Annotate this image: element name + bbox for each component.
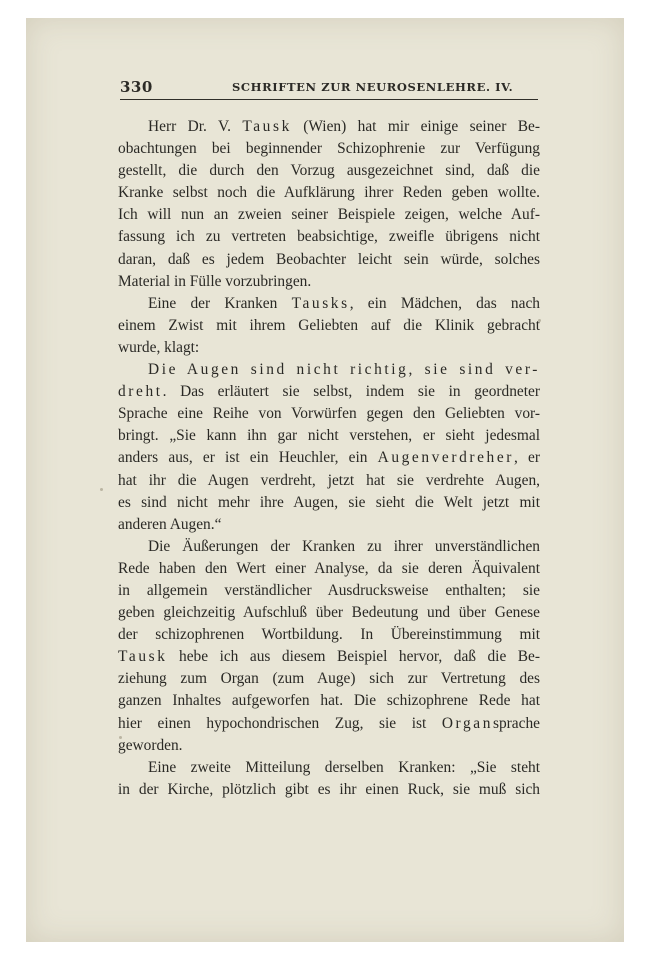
spaced-emphasis: Tausk <box>118 648 168 666</box>
text-line <box>118 470 540 492</box>
text-line <box>118 403 540 425</box>
spaced-emphasis: Augenverdreher <box>377 449 514 467</box>
text-line <box>118 668 540 690</box>
text-segment: anders aus, er ist ein Heuchler, ein <box>118 449 378 467</box>
text-segment: gestellt, die durch den Vorzug ausgezeichnet sind, daß die <box>118 162 540 180</box>
text-segment: anderen Augen.“ <box>118 515 222 533</box>
text-segment: Eine der Kranken <box>148 294 292 312</box>
text-segment: Ich will nun an zweien seiner Beispiele zeigen, welche Auf- <box>118 206 540 224</box>
text-segment: obachtungen bei beginnender Schizophrenie zur Verfügung <box>118 140 540 158</box>
running-header <box>120 78 538 100</box>
text-segment: , ein Mädchen, das nach <box>349 294 540 312</box>
text-segment: sprache <box>493 714 540 732</box>
text-segment: hier einen hypochondrischen Zug, sie ist <box>118 714 442 732</box>
text-segment: der schizophrenen Wortbildung. In Übereinstimmung mit <box>118 626 540 644</box>
spaced-emphasis: Organ <box>441 714 493 732</box>
text-segment: Kranke selbst noch die Aufklärung ihrer Reden geben wollte. <box>118 184 540 202</box>
text-line <box>118 514 540 536</box>
text-line <box>118 690 540 712</box>
text-line <box>118 226 540 248</box>
text-line <box>118 359 540 381</box>
text-line <box>118 779 540 801</box>
text-segment: einem Zwist mit ihrem Geliebten auf die Klinik gebracht <box>118 316 540 334</box>
text-line <box>118 138 540 160</box>
text-segment: hat ihr die Augen verdreht, jetzt hat sie verdrehte Augen, <box>118 471 540 489</box>
text-segment: ganzen Inhaltes aufgeworfen hat. Die schizophrene Rede hat <box>118 692 540 710</box>
text-segment: in der Kirche, plötzlich gibt es ihr einen Ruck, sie muß sich <box>118 780 540 798</box>
paper-speck <box>100 488 103 491</box>
text-segment: Eine zweite Mitteilung derselben Kranken: „Sie steht <box>148 758 540 776</box>
text-segment: ziehung zum Organ (zum Auge) sich zur Vertretung des <box>118 670 540 688</box>
text-segment: , er <box>514 449 540 467</box>
spaced-emphasis: Die Augen sind nicht richtig, sie sind ver- <box>148 361 540 379</box>
text-line <box>118 536 540 558</box>
text-segment: Die Äußerungen der Kranken zu ihrer unverständlichen <box>148 537 540 555</box>
text-segment: geben gleichzeitig Aufschluß über Bedeutung und über Genese <box>118 604 540 622</box>
text-segment: in allgemein verständlicher Ausdrucksweise enthalten; sie <box>118 581 540 599</box>
spaced-emphasis: Tausk <box>242 118 292 135</box>
text-segment: (Wien) hat mir einige seiner Be- <box>291 118 540 135</box>
text-line <box>118 646 540 668</box>
text-segment: . Das erläutert sie selbst, indem sie in geordneter <box>162 383 540 401</box>
text-segment: Herr Dr. V. <box>148 118 243 135</box>
text-line <box>118 713 540 735</box>
running-title: SCHRIFTEN ZUR NEUROSENLEHRE. IV. <box>232 80 514 94</box>
text-line <box>118 293 540 315</box>
text-line <box>118 381 540 403</box>
text-line <box>118 160 540 182</box>
spaced-emphasis: Tausks <box>291 294 350 312</box>
text-line <box>118 492 540 514</box>
text-line <box>118 624 540 646</box>
text-segment: es sind nicht mehr ihre Augen, sie sieht die Welt jetzt mit <box>118 493 540 511</box>
page-number: 330 <box>120 78 153 96</box>
text-line <box>118 182 540 204</box>
text-line <box>118 558 540 580</box>
body-text <box>118 116 540 801</box>
text-line <box>118 337 540 359</box>
text-line <box>118 757 540 779</box>
text-line <box>118 249 540 271</box>
text-segment: Material in Fülle vorzubringen. <box>118 272 312 290</box>
spaced-emphasis: dreht <box>118 383 163 401</box>
text-line <box>118 204 540 226</box>
text-line <box>118 447 540 469</box>
text-line <box>118 580 540 602</box>
text-line <box>118 315 540 337</box>
text-line <box>118 116 540 138</box>
text-line <box>118 602 540 624</box>
text-line <box>118 271 540 293</box>
text-segment: Sprache eine Reihe von Vorwürfen gegen den Geliebten vor- <box>118 405 540 423</box>
text-segment: wurde, klagt: <box>118 338 200 356</box>
text-segment: daran, daß es jedem Beobachter leicht sein würde, solches <box>118 250 540 268</box>
text-segment: geworden. <box>118 736 183 754</box>
text-line <box>118 735 540 757</box>
text-segment: fassung ich zu vertreten beabsichtige, zweifle übrigens nicht <box>118 228 540 246</box>
text-segment: hebe ich aus diesem Beispiel hervor, daß die Be- <box>167 648 540 666</box>
text-line <box>118 425 540 447</box>
text-segment: bringt. „Sie kann ihn gar nicht verstehen, er sieht jedesmal <box>118 427 540 445</box>
text-segment: Rede haben den Wert einer Analyse, da sie deren Äquivalent <box>118 559 540 577</box>
header-rule <box>120 99 538 100</box>
